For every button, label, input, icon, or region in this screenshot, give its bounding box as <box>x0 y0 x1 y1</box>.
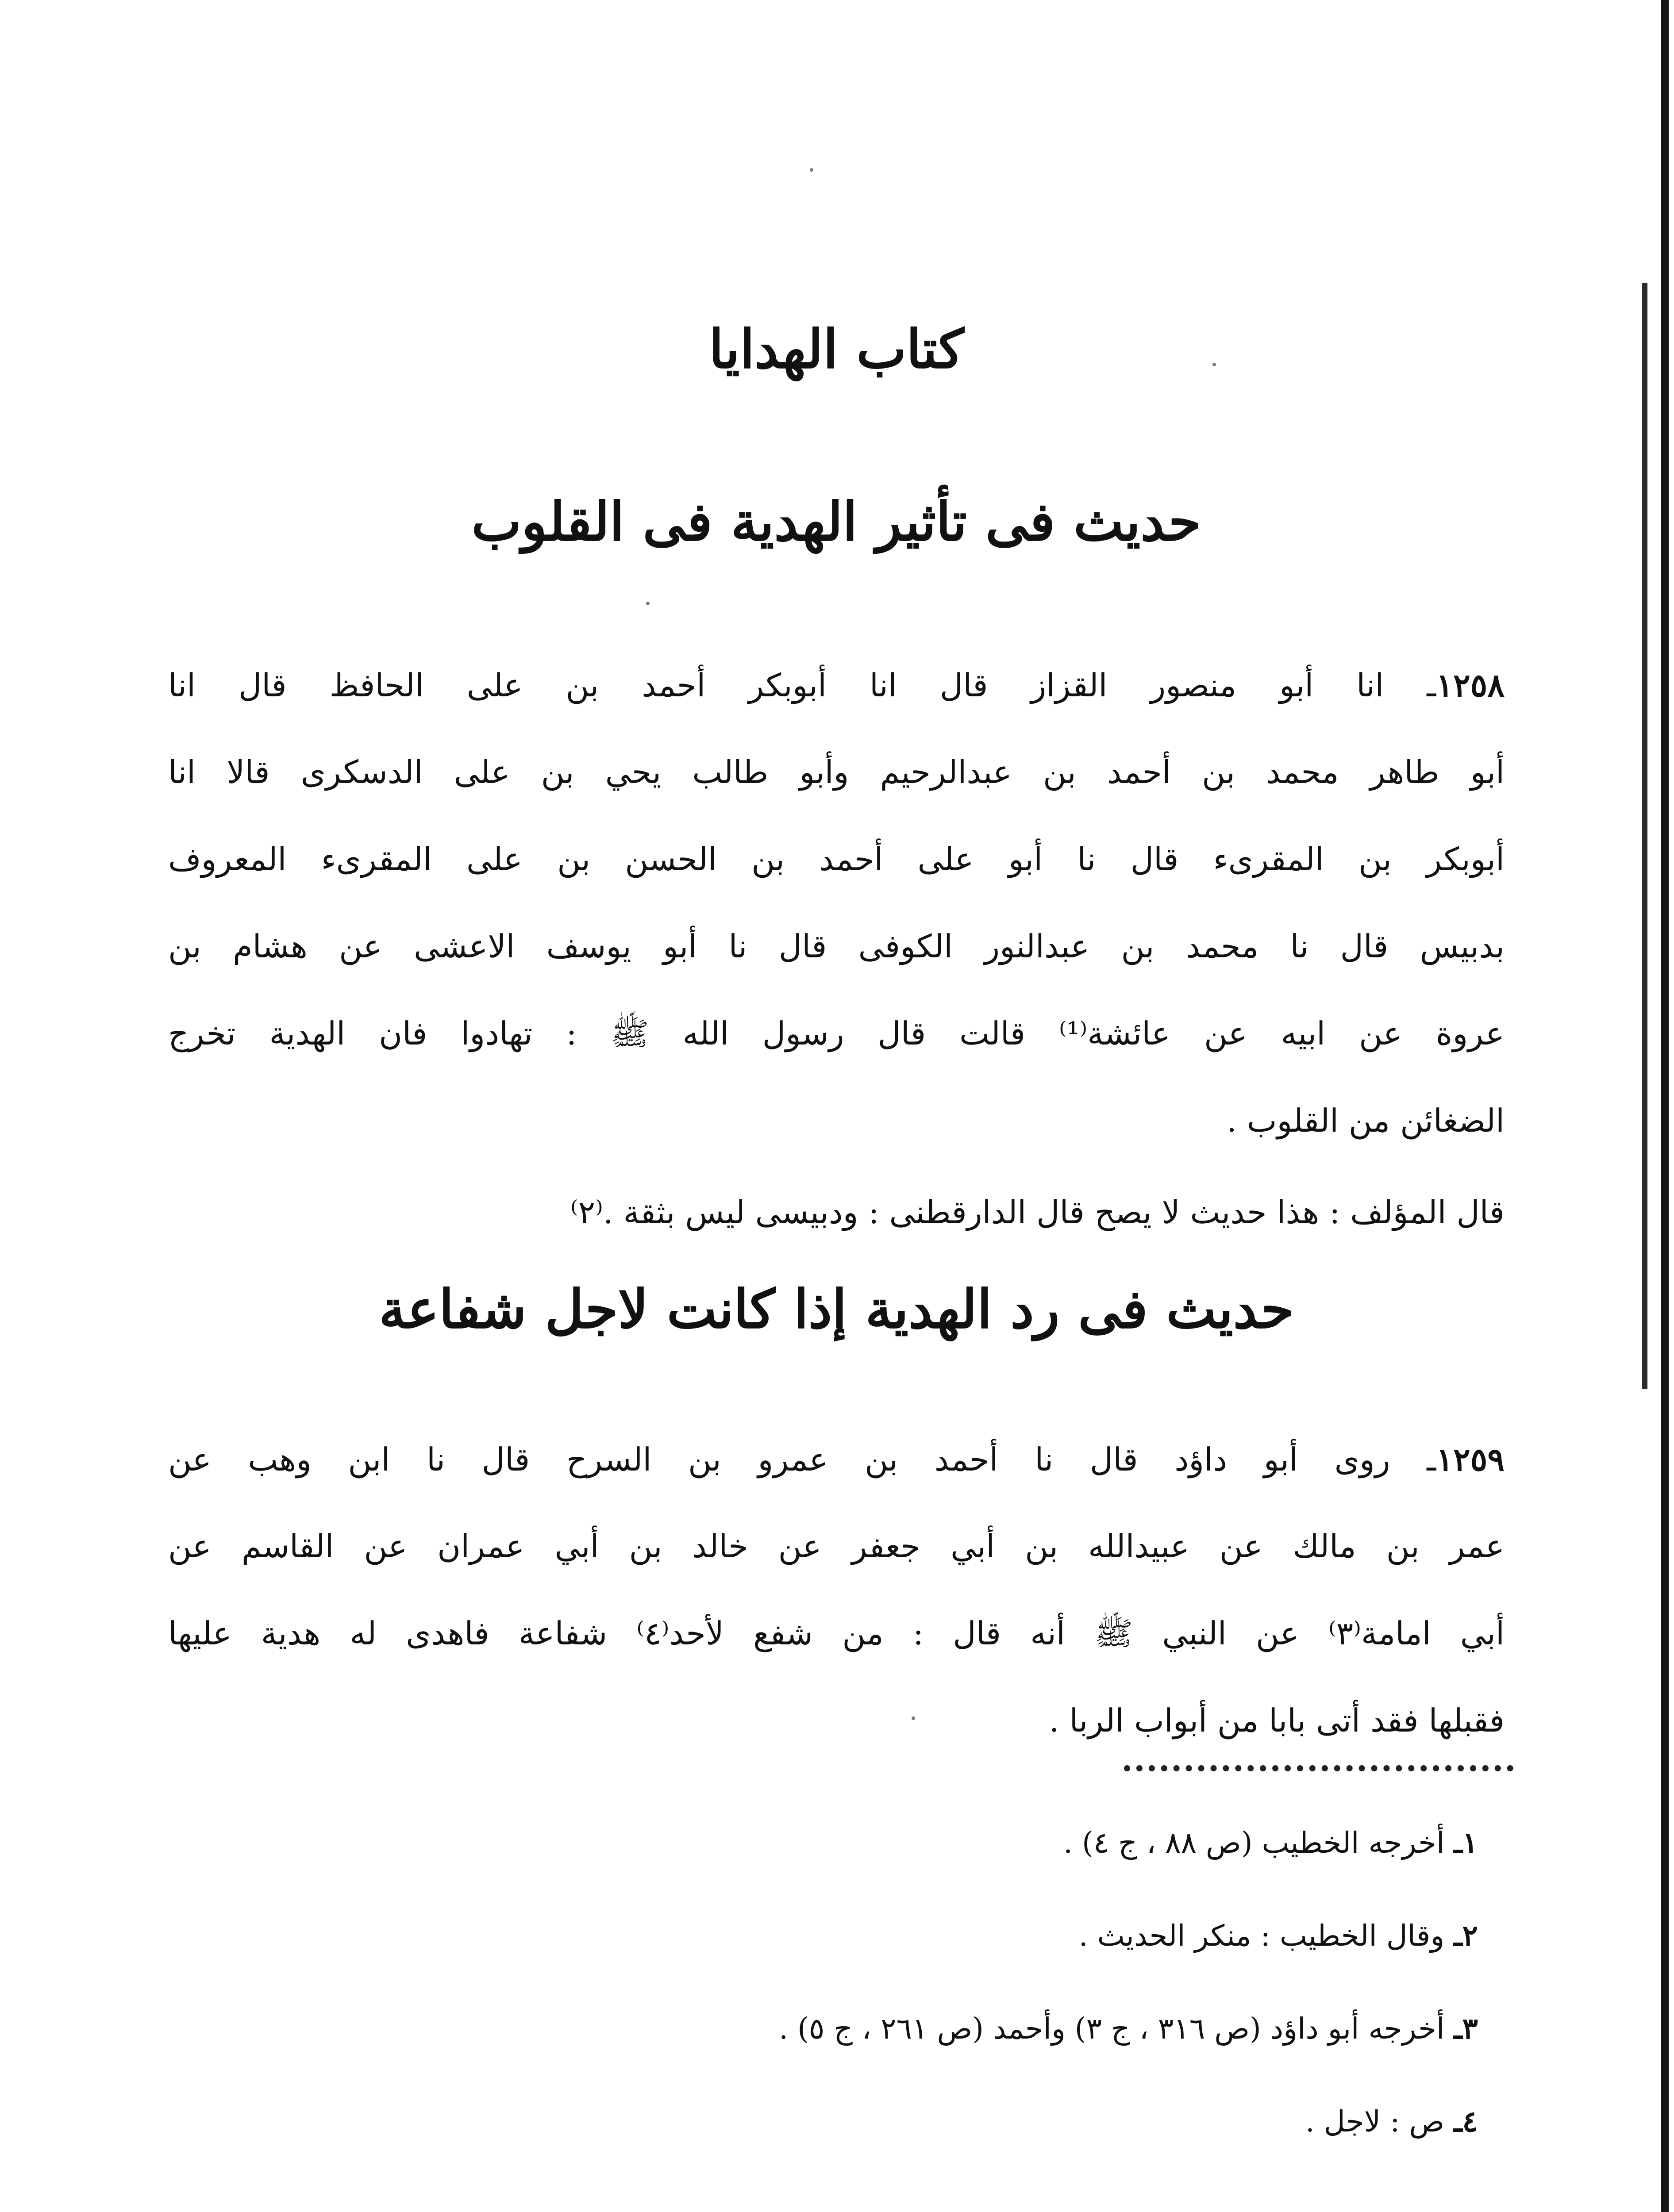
book-title: كتاب الهدايا <box>708 318 964 380</box>
paragraph-line: ١٢٥٩ـ روى أبو داؤد قال نا أحمد بن عمرو بن السرح قال نا ابن وهب عن <box>168 1440 1505 1478</box>
paragraph-line: ١٢٥٨ـ انا أبو منصور القزاز قال انا أبوبكر أحمد بن على الحافظ قال انا <box>168 666 1505 704</box>
footnote-separator <box>1124 1765 1513 1771</box>
scan-speck <box>810 168 813 172</box>
hadith-number: ١٢٥٩ <box>1436 1440 1505 1478</box>
hadith-paragraph <box>168 1416 1505 1764</box>
footnote: ١ـ أخرجه الخطيب (ص ٨٨ ، ج ٤) . <box>1063 1825 1478 1860</box>
hadith-number: ١٢٥٨ <box>1436 666 1505 704</box>
paragraph-line: فقبلها فقد أتى بابا من أبواب الربا . <box>1049 1702 1505 1739</box>
paragraph-line: عمر بن مالك عن عبيدالله بن أبي جعفر عن خالد بن أبي عمران عن القاسم عن <box>168 1528 1505 1565</box>
author-note: قال المؤلف : هذا حديث لا يصح قال الدارقطنى : ودبيسى ليس بثقة .⁽٢⁾ <box>570 1194 1505 1231</box>
paragraph-line: الضغائن من القلوب . <box>1227 1102 1505 1139</box>
hadith-paragraph <box>168 641 1505 1164</box>
paragraph-line: عروة عن ابيه عن عائشة⁽¹⁾ قالت قال رسول الله ﷺ : تهادوا فان الهدية تخرج <box>168 1015 1505 1052</box>
section-title: حديث فى رد الهدية إذا كانت لاجل شفاعة <box>379 1278 1294 1340</box>
paragraph-line: بدبيس قال نا محمد بن عبدالنور الكوفى قال نا أبو يوسف الاعشى عن هشام بن <box>168 928 1505 965</box>
footnote: ٣ـ أخرجه أبو داؤد (ص ٣١٦ ، ج ٣) وأحمد (ص ٢٦١ ، ج ٥) . <box>779 2011 1478 2046</box>
footnote: ٢ـ وقال الخطيب : منكر الحديث . <box>1078 1918 1478 1953</box>
paragraph-line: أبو طاهر محمد بن أحمد بن عبدالرحيم وأبو طالب يحي بن على الدسكرى قالا انا <box>168 753 1505 791</box>
footnotes <box>398 1796 1478 2168</box>
binding-shadow <box>1642 283 1647 1389</box>
paragraph-line: أبوبكر بن المقرىء قال نا أبو على أحمد بن الحسن بن على المقرىء المعروف <box>168 841 1505 878</box>
paragraph-line: أبي امامة⁽٣⁾ عن النبي ﷺ أنه قال : من شفع لأحد⁽٤⁾ شفاعة فاهدى له هدية عليها <box>168 1615 1505 1652</box>
scan-speck <box>646 602 650 605</box>
footnote: ٤ـ ص : لاجل . <box>1305 2104 1478 2139</box>
section-title: حديث فى تأثير الهدية فى القلوب <box>471 491 1201 553</box>
binding-edge-line <box>1661 0 1669 2212</box>
